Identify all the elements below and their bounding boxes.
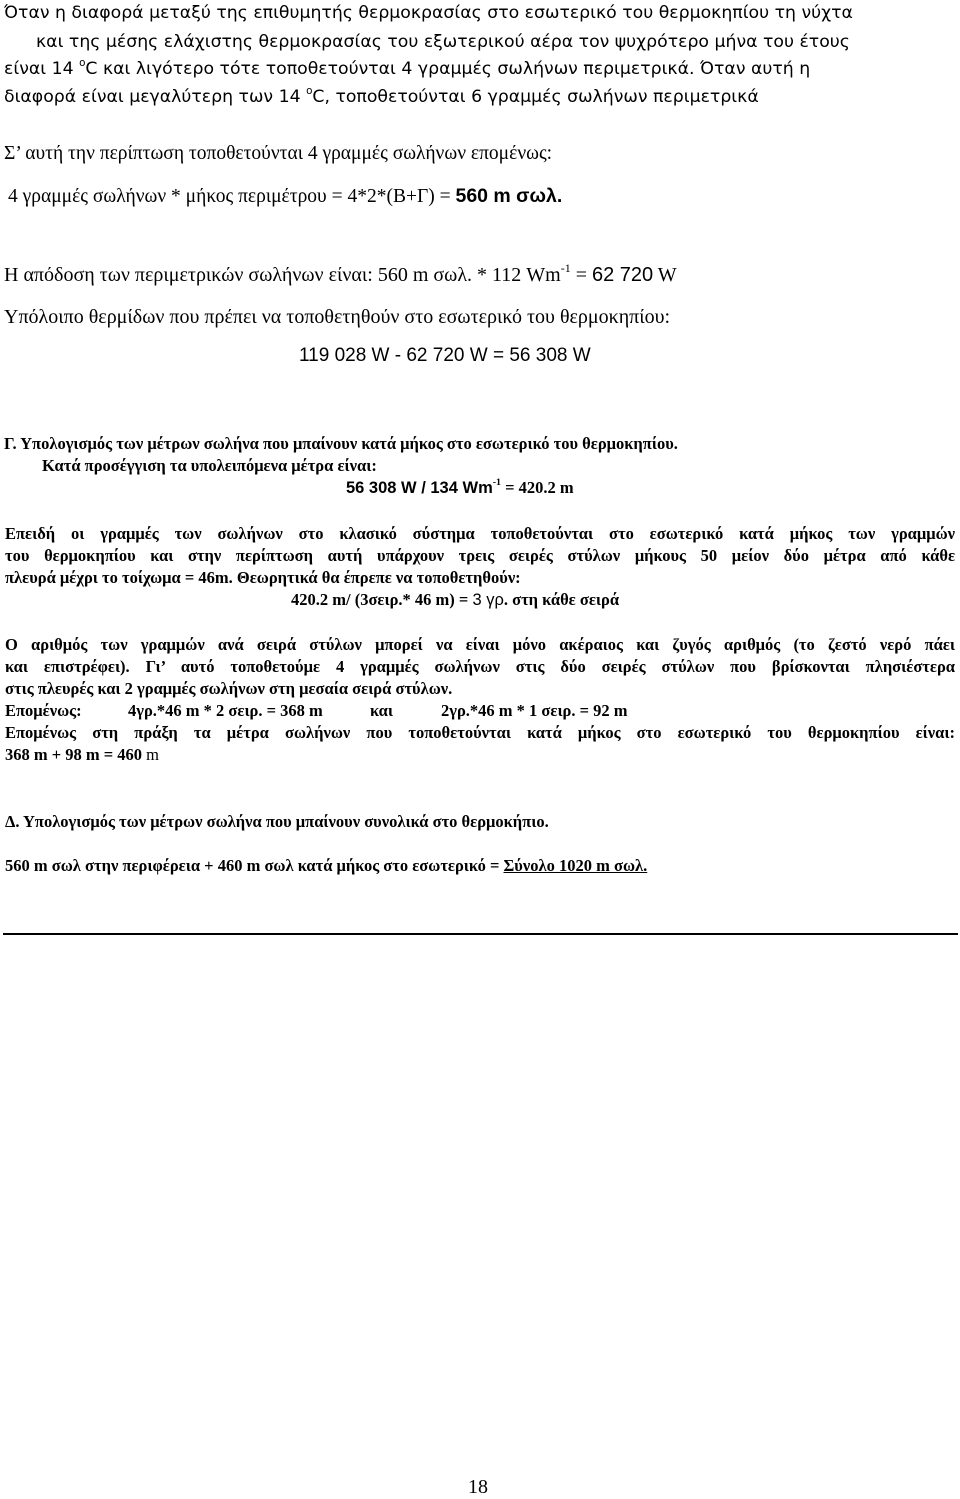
unit-exponent: -1	[560, 260, 571, 275]
output-line-1	[4, 260, 677, 287]
section-d-total	[5, 857, 647, 876]
intro-line-3	[4, 56, 811, 80]
degree-mark: o	[306, 84, 313, 97]
p2-line-4-b: 4γρ.*46 m * 2 σειρ. = 368 m	[128, 701, 323, 720]
p2-line-6-b: m	[146, 745, 160, 764]
intro-line-4	[4, 84, 759, 108]
page-number: 18	[468, 1476, 488, 1498]
output-line-1-a: Η απόδοση των περιμετρικών σωλήνων είναι: 560 m σωλ. * 112 Wm	[4, 264, 561, 286]
case-result: 560 m σωλ.	[455, 185, 563, 207]
p1-line-3: πλευρά μέχρι το τοίχωμα = 46m. Θεωρητικά θα έπρεπε να τοποθετηθούν:	[5, 568, 521, 587]
p2-line-4-d: 2γρ.*46 m * 1 σειρ. = 92 m	[441, 701, 628, 720]
section-g-calc-b: = 420.2 m	[500, 478, 574, 497]
p2-line-6-a: 368 m + 98 m = 460	[5, 745, 147, 764]
horizontal-rule	[3, 933, 958, 935]
p1-calc-b: 3 γρ	[472, 591, 504, 609]
p1-calc-a: 420.2 m/ (3σειρ.* 46 m) =	[291, 590, 473, 609]
output-value: 62 720	[592, 264, 654, 286]
p2-line-4-c: και	[370, 701, 394, 720]
p2-line-2: και επιστρέφει). Γι’ αυτό τοποθετούμε 4 γραμμές σωλήνων στις δύο σειρές στύλων που βρίσκονται πλησιέστερα	[5, 657, 955, 676]
intro-line-2: και της μέσης ελάχιστης θερμοκρασίας του εξωτερικού αέρα τον ψυχρότερο μήνα του έτους	[36, 32, 850, 52]
p1-calc-c: . στη κάθε σειρά	[503, 590, 620, 609]
case-formula: 4 γραμμές σωλήνων * μήκος περιμέτρου = 4*2*(Β+Γ) =	[8, 186, 456, 207]
section-d-total-b: Σύνολο 1020 m σωλ.	[503, 856, 648, 875]
p2-line-6	[5, 746, 159, 765]
section-d-title: Δ. Υπολογισμός των μέτρων σωλήνα που μπαίνουν συνολικά στο θερμοκήπιο.	[5, 812, 549, 831]
case-line-1: Σ’ αυτή την περίπτωση τοποθετούνται 4 γραμμές σωλήνων επομένως:	[4, 143, 553, 164]
p1-line-2: του θερμοκηπίου και στην περίπτωση αυτή υπάρχουν τρεις σειρές στύλων μήκους 50 μείον δύο μέτρα από κάθε	[5, 546, 955, 565]
section-g-approx: Κατά προσέγγιση τα υπολειπόμενα μέτρα είναι:	[42, 456, 377, 475]
p1-line-1: Επειδή οι γραμμές των σωλήνων στο κλασικό σύστημα τοποθετούνται στο εσωτερικό κατά μήκος των γραμμών	[5, 524, 955, 543]
p2-line-3: στις πλευρές και 2 γραμμές σωλήνων στη μεσαία σειρά στύλων.	[5, 679, 453, 698]
p2-line-4	[5, 701, 628, 721]
degree-mark: o	[79, 56, 86, 69]
output-line-3: 119 028 W - 62 720 W = 56 308 W	[299, 345, 591, 366]
intro-line-1: Όταν η διαφορά μεταξύ της επιθυμητής θερμοκρασίας στο εσωτερικό του θερμοκηπίου τη νύχτα	[4, 3, 853, 23]
p2-line-4-a: Επομένως:	[5, 701, 82, 720]
output-unit: W	[653, 264, 677, 286]
case-line-2	[8, 185, 562, 208]
p2-line-5: Επομένως στη πράξη τα μέτρα σωλήνων που τοποθετούνται κατά μήκος στο εσωτερικό του θερμοκηπίου είναι:	[5, 723, 955, 742]
output-line-1-b: =	[570, 264, 592, 286]
section-g-calc	[346, 479, 574, 498]
output-line-2: Υπόλοιπο θερμίδων που πρέπει να τοποθετηθούν στο εσωτερικό του θερμοκηπίου:	[4, 306, 671, 328]
section-g-calc-a: 56 308 W / 134 Wm	[346, 479, 493, 497]
p2-line-1: Ο αριθμός των γραμμών ανά σειρά στύλων μπορεί να είναι μόνο ακέραιος και ζυγός αριθμός (το ζεστό νερό πάει	[5, 635, 955, 654]
section-d-total-a: 560 m σωλ στην περιφέρεια + 460 m σωλ κατά μήκος στο εσωτερικό =	[5, 856, 504, 875]
section-g-title: Γ. Υπολογισμός των μέτρων σωλήνα που μπαίνουν κατά μήκος στο εσωτερικό του θερμοκηπίου.	[4, 434, 678, 453]
p1-calc	[291, 591, 619, 610]
intro-line-3-b: C και λιγότερο τότε τοποθετούνται 4 γραμμές σωλήνων περιμετρικά. Όταν αυτή η	[85, 59, 811, 79]
intro-line-4-b: C, τοποθετούνται 6 γραμμές σωλήνων περιμετρικά	[312, 87, 759, 107]
intro-line-4-a: διαφορά είναι μεγαλύτερη των 14	[4, 87, 307, 107]
intro-line-3-a: είναι 14	[4, 59, 80, 79]
unit-exponent: -1	[492, 477, 501, 489]
